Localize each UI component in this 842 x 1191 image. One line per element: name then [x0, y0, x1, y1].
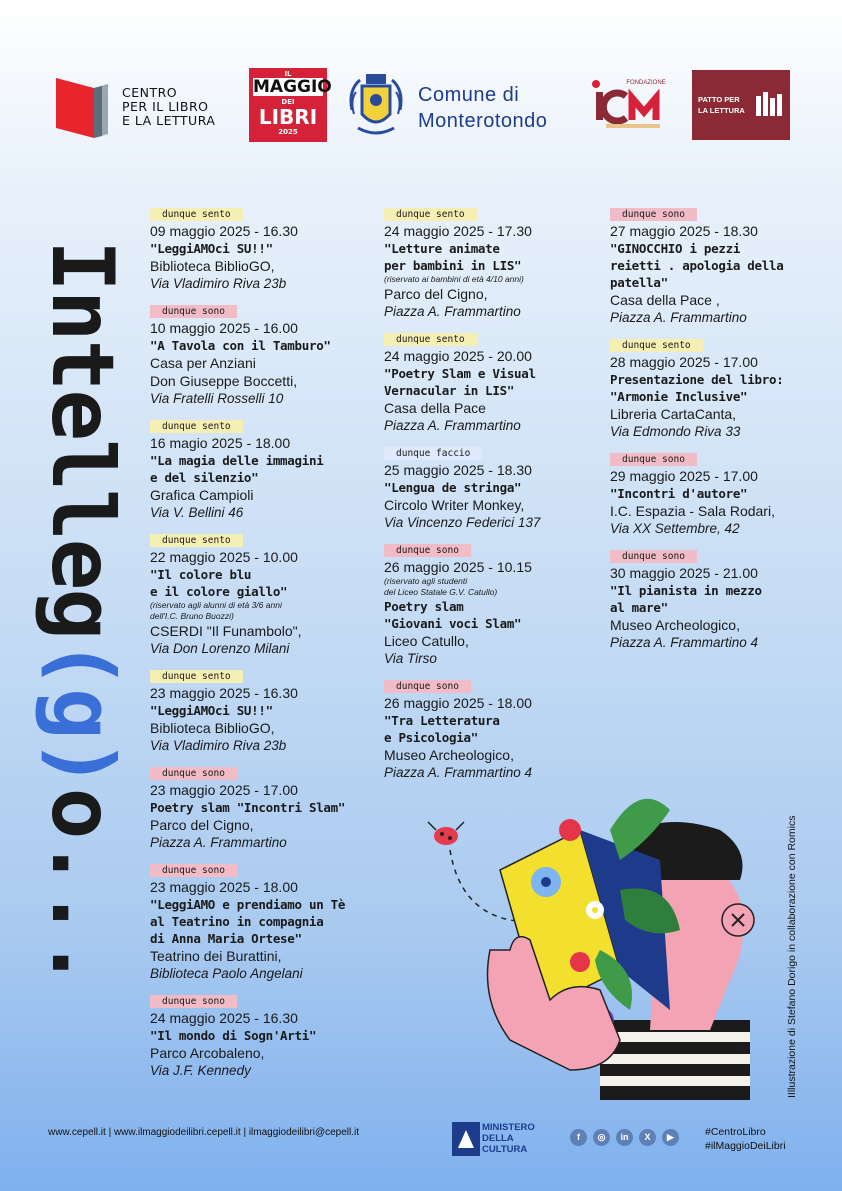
crest-icon: [344, 70, 408, 140]
event-title: "Incontri d'autore": [610, 486, 748, 501]
linkedin-icon[interactable]: in: [616, 1129, 633, 1146]
hashtag-maggiodeilibri[interactable]: #ilMaggioDeiLibri: [705, 1140, 786, 1152]
event-place: Grafica Campioli: [150, 487, 254, 503]
footer-links[interactable]: www.cepell.it | www.ilmaggiodeilibri.cepell.it | ilmaggiodeilibri@cepell.it: [48, 1127, 360, 1138]
event-date: 16 magio 2025 - 18.00: [150, 435, 291, 451]
maggio-libri: LIBRI: [258, 105, 318, 129]
event-tag: dunque sono: [150, 864, 237, 877]
event-item: [150, 860, 378, 983]
event-note: (riservato agli studenti: [384, 576, 468, 586]
maggio-dei-libri-logo: [249, 68, 332, 142]
event-address: Piazza A. Frammartino: [150, 835, 287, 850]
event-title: "La magia delle immagini: [150, 453, 324, 468]
event-date: 26 maggio 2025 - 18.00: [384, 695, 532, 711]
ministero-emblem-icon: [452, 1122, 480, 1156]
event-item: [610, 546, 838, 652]
event-item: [150, 416, 378, 522]
event-address: Via V. Bellini 46: [150, 505, 244, 520]
event-place: CSERDI "Il Funambolo",: [150, 623, 302, 639]
event-title: "Poetry Slam e Visual: [384, 366, 536, 381]
events-column-2: [384, 204, 612, 790]
event-title: e Psicologia": [384, 730, 478, 745]
hashtags: [705, 1125, 786, 1153]
maggio-dei: DEI: [281, 98, 295, 106]
event-address: Via Vladimiro Riva 23b: [150, 738, 287, 753]
illustration-credit: IIllustrazione di Stefano Dorigo in collaborazione con Romics: [786, 815, 798, 1098]
event-title: Vernacular in LIS": [384, 383, 515, 398]
event-title: "Giovani voci Slam": [384, 616, 522, 631]
instagram-icon[interactable]: ◎: [593, 1129, 610, 1146]
youtube-icon[interactable]: ▶: [662, 1129, 679, 1146]
cepell-book-icon: [50, 74, 112, 140]
title-part-1: Intelleg: [32, 240, 132, 639]
event-item: [384, 204, 612, 321]
event-tag: dunque faccio: [384, 447, 482, 460]
event-note: del Liceo Statale G.V. Catullo): [384, 587, 498, 597]
vertical-title: [32, 240, 132, 987]
event-title: per bambini in LIS": [384, 258, 522, 273]
event-title: "Il mondo di Sogn'Arti": [150, 1028, 317, 1043]
event-tag: dunque sento: [150, 208, 243, 221]
ministero-line-1: MINISTERO: [482, 1122, 535, 1133]
event-place: Parco Arcobaleno,: [150, 1045, 265, 1061]
event-tag: dunque sono: [384, 544, 471, 557]
event-address: Piazza A. Frammartino: [610, 310, 747, 325]
event-item: [150, 301, 378, 408]
event-place: Parco del Cigno,: [150, 817, 254, 833]
event-title: "GINOCCHIO i pezzi: [610, 241, 741, 256]
ministero-line-3: CULTURA: [482, 1144, 528, 1155]
event-address: Piazza A. Frammartino: [384, 304, 521, 319]
event-tag: dunque sento: [150, 420, 243, 433]
event-note: dell'I.C. Bruno Buozzi): [150, 611, 234, 621]
event-title: "A Tavola con il Tamburo": [150, 338, 331, 353]
event-tag: dunque sono: [150, 995, 237, 1008]
event-place: Libreria CartaCanta,: [610, 406, 737, 422]
event-title: e il colore giallo": [150, 584, 288, 599]
comune-line-1: Comune di: [418, 84, 520, 106]
event-address: Via Vladimiro Riva 23b: [150, 276, 287, 291]
cepell-logo: [46, 70, 236, 140]
event-place: I.C. Espazia - Sala Rodari,: [610, 503, 775, 519]
event-place: Museo Archeologico,: [610, 617, 740, 633]
title-part-3: o...: [32, 787, 132, 987]
title-part-2: (g): [32, 638, 132, 788]
event-place: Museo Archeologico,: [384, 747, 514, 763]
event-title: Poetry slam "Incontri Slam": [150, 800, 346, 815]
event-place: Casa della Pace ,: [610, 292, 720, 308]
event-title: "Il colore blu: [150, 567, 252, 582]
event-date: 26 maggio 2025 - 10.15: [384, 559, 532, 575]
event-title: reietti . apologia della: [610, 258, 784, 273]
icm-logo: [592, 72, 674, 140]
cepell-line-1: CENTRO: [122, 85, 178, 100]
event-address: Via Vincenzo Federici 137: [384, 515, 541, 530]
ministero-line-2: DELLA: [482, 1133, 514, 1144]
social-icons: [570, 1129, 679, 1146]
event-title: "Il pianista in mezzo: [610, 583, 762, 598]
event-address: Via Tirso: [384, 651, 437, 666]
event-tag: dunque sento: [384, 208, 477, 221]
event-title: Presentazione del libro:: [610, 372, 784, 387]
event-title: "LeggiAMOci SU!!": [150, 703, 273, 718]
event-place: Casa della Pace: [384, 400, 486, 416]
event-tag: dunque sento: [384, 333, 477, 346]
svg-text:sd: sd: [736, 1043, 745, 1052]
events-column-1: [150, 204, 378, 1088]
event-tag: dunque sono: [610, 550, 697, 563]
event-title: "Tra Letteratura: [384, 713, 500, 728]
event-item: [610, 449, 838, 538]
event-address: Via XX Settembre, 42: [610, 521, 740, 536]
event-date: 10 maggio 2025 - 16.00: [150, 320, 298, 336]
event-date: 24 maggio 2025 - 16.30: [150, 1010, 298, 1026]
event-item: [150, 666, 378, 755]
comune-line-2: Monterotondo: [418, 110, 548, 132]
event-title: "LeggiAMOci SU!!": [150, 241, 273, 256]
ministero-cultura-logo: [452, 1122, 552, 1158]
event-date: 27 maggio 2025 - 18.30: [610, 223, 758, 239]
event-date: 24 maggio 2025 - 20.00: [384, 348, 532, 364]
event-place: Biblioteca BiblioGO,: [150, 258, 275, 274]
maggio-year: 2025: [278, 128, 298, 136]
event-item: [384, 443, 612, 532]
maggio-il: IL: [284, 70, 292, 78]
header-logos: [46, 64, 796, 144]
event-tag: dunque sento: [150, 670, 243, 683]
facebook-icon[interactable]: f: [570, 1129, 587, 1146]
event-note: (riservato agli alunni di età 3/6 anni: [150, 600, 282, 610]
event-title: "Armonie Inclusive": [610, 389, 748, 404]
event-address: Piazza A. Frammartino: [384, 418, 521, 433]
event-tag: dunque sento: [150, 534, 243, 547]
hashtag-centrolibro[interactable]: #CentroLibro: [705, 1126, 766, 1138]
reader-illustration: [420, 770, 780, 1100]
event-address: Biblioteca Paolo Angelani: [150, 966, 303, 981]
event-address: Via Edmondo Riva 33: [610, 424, 741, 439]
event-tag: dunque sono: [610, 208, 697, 221]
event-date: 24 maggio 2025 - 17.30: [384, 223, 532, 239]
event-title: "LeggiAMO e prendiamo un Tè: [150, 897, 346, 912]
event-item: [610, 335, 838, 441]
event-date: 23 maggio 2025 - 18.00: [150, 879, 298, 895]
event-title: al Teatrino in compagnia: [150, 914, 324, 929]
event-tag: dunque sono: [150, 767, 237, 780]
event-address: Via Fratelli Rosselli 10: [150, 391, 284, 406]
event-title: Poetry slam: [384, 599, 464, 614]
event-item: [150, 991, 378, 1080]
event-tag: dunque sono: [610, 453, 697, 466]
event-address: Via J.F. Kennedy: [150, 1063, 251, 1078]
maggio-word: MAGGIO: [253, 77, 332, 97]
event-item: [150, 204, 378, 293]
patto-line-2: LA LETTURA: [698, 106, 745, 115]
event-date: 23 maggio 2025 - 16.30: [150, 685, 298, 701]
patto-lettura-logo: [692, 70, 790, 140]
event-item: [150, 530, 378, 658]
event-place: Teatrino dei Burattini,: [150, 948, 282, 964]
cepell-line-2: PER IL LIBRO: [122, 99, 209, 114]
icm-mark-icon: [592, 72, 674, 140]
event-address: Via Don Lorenzo Milani: [150, 641, 290, 656]
cepell-line-3: E LA LETTURA: [122, 113, 216, 128]
event-tag: dunque sono: [150, 305, 237, 318]
books-icon: [754, 88, 784, 118]
event-place: Casa per Anziani: [150, 355, 256, 371]
event-date: 30 maggio 2025 - 21.00: [610, 565, 758, 581]
comune-logo: [344, 68, 584, 142]
event-address: Piazza A. Frammartino 4: [384, 765, 533, 780]
event-date: 22 maggio 2025 - 10.00: [150, 549, 298, 565]
event-item: [384, 540, 612, 668]
icm-fondazione: FONDAZIONE: [626, 80, 666, 86]
event-title: e del silenzio": [150, 470, 259, 485]
event-item: [384, 676, 612, 782]
event-title: patella": [610, 275, 668, 290]
event-place: Liceo Catullo,: [384, 633, 469, 649]
event-item: [150, 763, 378, 852]
event-date: 29 maggio 2025 - 17.00: [610, 468, 758, 484]
event-item: [384, 329, 612, 435]
event-tag: dunque sento: [610, 339, 703, 352]
event-date: 23 maggio 2025 - 17.00: [150, 782, 298, 798]
event-place: Biblioteca BiblioGO,: [150, 720, 275, 736]
events-column-3: [610, 204, 838, 660]
event-place: Parco del Cigno,: [384, 286, 488, 302]
x-icon[interactable]: X: [639, 1129, 656, 1146]
event-date: 09 maggio 2025 - 16.30: [150, 223, 298, 239]
event-title: di Anna Maria Ortese": [150, 931, 302, 946]
event-date: 28 maggio 2025 - 17.00: [610, 354, 758, 370]
event-title: "Lengua de stringa": [384, 480, 522, 495]
patto-line-1: PATTO PER: [698, 95, 740, 104]
event-place: Circolo Writer Monkey,: [384, 497, 525, 513]
event-item: [610, 204, 838, 327]
event-place: Don Giuseppe Boccetti,: [150, 373, 298, 389]
event-title: al mare": [610, 600, 668, 615]
event-title: "Letture animate: [384, 241, 500, 256]
event-tag: dunque sono: [384, 680, 471, 693]
event-address: Piazza A. Frammartino 4: [610, 635, 759, 650]
event-note: (riservato ai bambini di età 4/10 anni): [384, 274, 524, 284]
event-date: 25 maggio 2025 - 18.30: [384, 462, 532, 478]
